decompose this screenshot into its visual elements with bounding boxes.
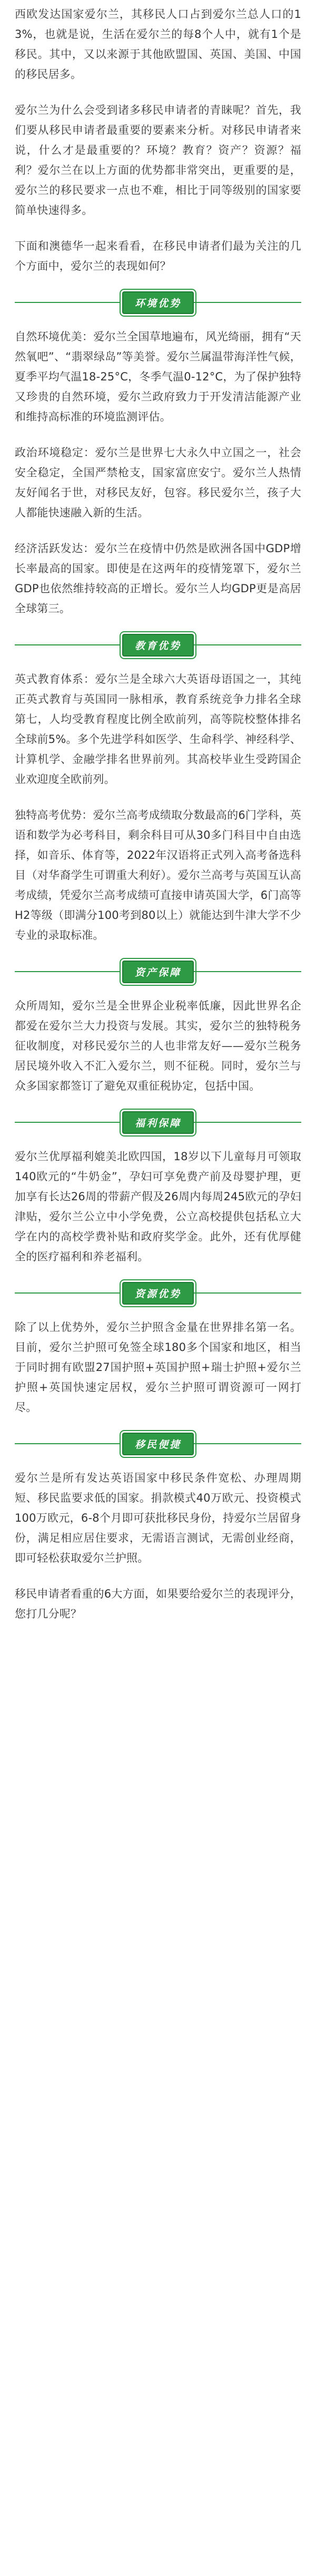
- section-paragraph: 自然环境优美：爱尔兰全国草地遍布，风光绮丽，拥有“天然氧吧”、“翡翠绿岛”等美誉。爱尔兰属温带海洋性气候，夏季平均气温18-25°C，冬季气温0-12°C，为了保护独特又珍贵的自然环境，爱尔兰政府致力于开发清洁能源产业和维持高标准的环境监测评估。: [15, 330, 301, 423]
- section-paragraph: 政治环境稳定：爱尔兰是世界七大永久中立国之一，社会安全稳定，全国严禁枪支，国家富庶安宁。爱尔兰人热情友好闻名于世，对移民友好，包容。移民爱尔兰，孩子大人都能快速融入新的生活。: [15, 446, 301, 519]
- divider: [194, 1122, 301, 1123]
- section-header-convenience: [15, 1433, 301, 1454]
- section-title-welfare: 福利保障: [122, 1111, 194, 1134]
- section-title-convenience: 移民便捷: [122, 1433, 194, 1455]
- divider: [15, 1292, 122, 1294]
- section-header-resources: [15, 1282, 301, 1304]
- divider: [194, 1292, 301, 1294]
- closing-paragraph: 移民申请者看重的6大方面，如果要给爱尔兰的表现评分，您打几分呢？: [15, 1588, 301, 1620]
- section-title-environment: 环境优势: [122, 291, 194, 314]
- intro-paragraph-3: 下面和澳德华一起来看看，在移民申请者们最为关注的几个方面中，爱尔兰的表现如何？: [15, 240, 301, 272]
- section-title-resources: 资源优势: [122, 1282, 194, 1305]
- divider: [15, 302, 122, 303]
- section-title-assets: 资产保障: [122, 961, 194, 983]
- divider: [15, 971, 122, 972]
- intro-paragraph-2: 爱尔兰为什么会受到诸多移民申请者的青睐呢？首先，我们要从移民申请者最重要的要素来分析。对移民申请者来说，什么才是最重要的？环境？教育？资产？资源？福利？爱尔兰在以上方面的优势都非常突出，更重要的是，爱尔兰的移民要求一点也不难，相比于同等级别的国家要简单快速得多。: [15, 104, 301, 217]
- section-header-education: [15, 634, 301, 655]
- divider: [194, 1443, 301, 1444]
- divider: [194, 971, 301, 972]
- section-header-welfare: [15, 1112, 301, 1133]
- divider: [15, 644, 122, 645]
- section-paragraph: 众所周知，爱尔兰是全世界企业税率低廉，因此世界名企都爱在爱尔兰大力投资与发展。其实，爱尔兰的独特税务征收制度，对移民爱尔兰的人也非常友好——爱尔兰税务居民境外收入不汇入爱尔兰，则不征税。同时，爱尔兰与众多国家都签订了避免双重征税协定，包括中国。: [15, 1000, 301, 1092]
- section-paragraph: 独特高考优势：爱尔兰高考成绩取分数最高的6门学科，英语和数学为必考科目，剩余科目可从30多门科目中自由选择，如音乐、体育等，2022年汉语将正式列入高考备选科目（对华裔学生可谓重大利好）。爱尔兰高考与英国互认高考成绩，凭爱尔兰高考成绩可直接申请英国大学，6门高等H2等级（即满分100考到80以上）就能达到牛津大学不少专业的录取标准。: [15, 809, 301, 942]
- section-title-education: 教育优势: [122, 634, 194, 657]
- section-paragraph: 除了以上优势外，爱尔兰护照含金量在世界排名第一名。目前，爱尔兰护照可免签全球180多个国家和地区，相当于同时拥有欧盟27国护照+英国护照+瑞士护照+爱尔兰护照+英国快速定居权，爱尔兰护照可谓资源可一网打尽。: [15, 1321, 301, 1414]
- section-paragraph: 爱尔兰优厚福利媲美北欧四国，18岁以下儿童每月可领取140欧元的“牛奶金”，孕妇可享免费产前及母婴护理，更加享有长达26周的带薪产假及26周内每周245欧元的孕妇津贴，爱尔兰公立中小学免费，公立高校提供包括私立大学在内的高校学费补贴和政府奖学金。此外，还有优厚健全的医疗福利和养老福利。: [15, 1150, 301, 1263]
- section-header-assets: [15, 961, 301, 982]
- divider: [15, 1122, 122, 1123]
- section-paragraph: 经济活跃发达：爱尔兰在疫情中仍然是欧洲各国中GDP增长率最高的国家。即使是在这两年的疫情笼罩下，爱尔兰GDP也依然维持较高的正增长。爱尔兰人均GDP更是高居全球第三。: [15, 542, 301, 615]
- divider: [194, 644, 301, 645]
- section-header-environment: [15, 292, 301, 313]
- divider: [194, 302, 301, 303]
- divider: [15, 1443, 122, 1444]
- section-paragraph: 爱尔兰是所有发达英语国家中移民条件宽松、办理周期短、移民监要求低的国家。捐款模式40万欧元、投资模式100万欧元，6-8个月即可获批移民身份，持爱尔兰居留身份，满足相应居住要求，无需语言测试，无需创业经商，即可轻松获取爱尔兰护照。: [15, 1472, 301, 1564]
- intro-paragraph-1: 西欧发达国家爱尔兰，其移民人口占到爱尔兰总人口的13%，也就是说，生活在爱尔兰的每8个人中，就有1个是移民。其中，又以来源于其他欧盟国、英国、美国、中国的移民居多。: [15, 8, 301, 81]
- section-paragraph: 英式教育体系：爱尔兰是全球六大英语母语国之一，其纯正英式教育与英国同一脉相承，教育系统竞争力排名全球第七，人均受教育程度比例全欧前列，高等院校整体排名全球前5%。多个先进学科如医学、生命科学、神经科学、计算机学、金融学排名世界前列。其高校毕业生受跨国企业欢迎度全欧前列。: [15, 673, 301, 786]
